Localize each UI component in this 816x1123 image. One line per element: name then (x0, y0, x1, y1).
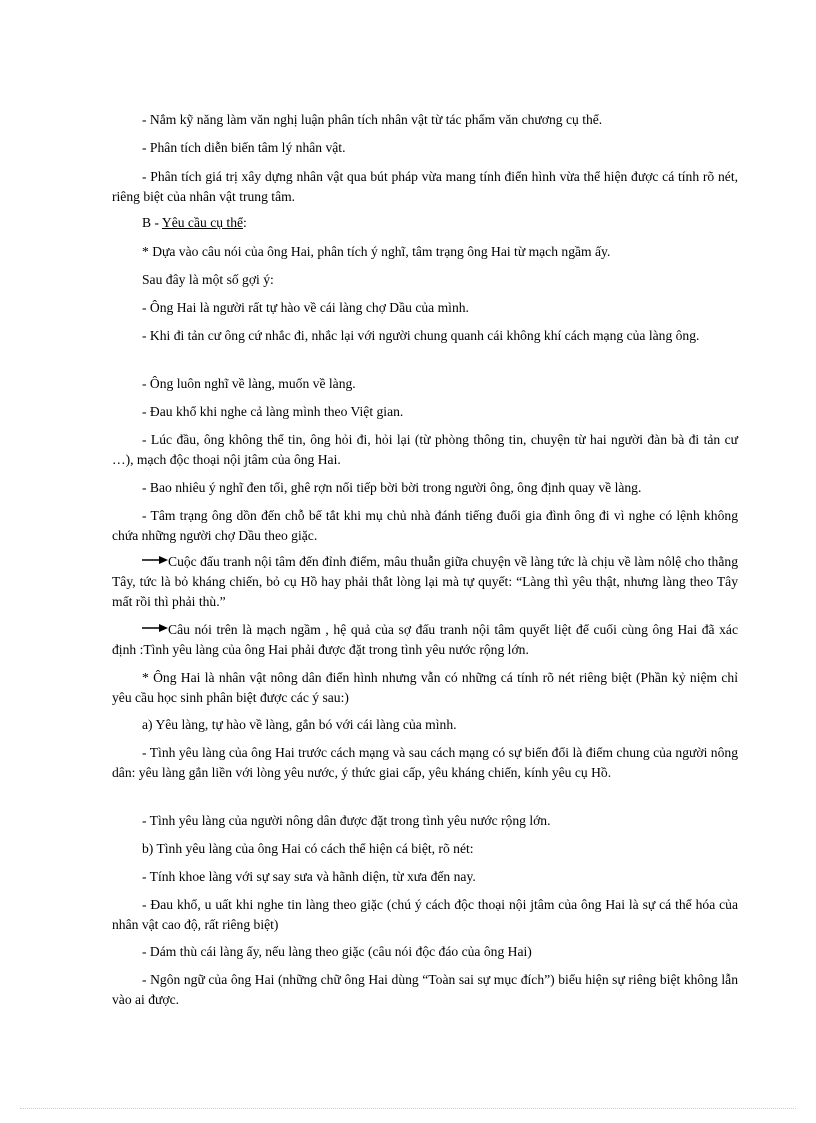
paragraph: - Ông Hai là người rất tự hào về cái làng chợ Dầu của mình. (142, 300, 469, 315)
right-arrow-icon (142, 555, 168, 565)
section-heading (112, 213, 738, 233)
paragraph: - Ông luôn nghĩ về làng, muốn về làng. (142, 376, 356, 391)
paragraph: - Ngôn ngữ của ông Hai (những chữ ông Hai dùng “Toàn sai sự mục đích”) biểu hiện sự riêng biệt không lẫn vào ai được. (112, 972, 738, 1007)
paragraph: * Ông Hai là nhân vật nông dân điển hình nhưng vẫn có những cá tính rõ nét riêng biệt (Phần kỷ niệm chỉ yêu cầu học sinh phân biệt được các ý sau:) (112, 670, 738, 705)
paragraph-text: Câu nói trên là mạch ngầm , hệ quả của sợ đấu tranh nội tâm quyết liệt để cuối cùng ông Hai đã xác định :Tình yêu làng của ông Hai phải được đặt trong tình yêu nước rộng lớn. (112, 622, 738, 657)
paragraph: - Lúc đầu, ông không thể tin, ông hỏi đi, hỏi lại (từ phòng thông tin, chuyện từ hai người đàn bà đi tản cư …), mạch độc thoại nội jtâm của ông Hai. (112, 432, 738, 467)
paragraph: * Dựa vào câu nói của ông Hai, phân tích ý nghĩ, tâm trạng ông Hai từ mạch ngầm ấy. (142, 244, 611, 259)
right-arrow-icon (142, 623, 168, 633)
paragraph: a) Yêu làng, tự hào về làng, gắn bó với cái làng của mình. (142, 717, 457, 732)
paragraph: - Bao nhiêu ý nghĩ đen tối, ghê rợn nối tiếp bời bời trong người ông, ông định quay về làng. (142, 480, 642, 495)
paragraph: - Nắm kỹ năng làm văn nghị luận phân tích nhân vật từ tác phẩm văn chương cụ thể. (142, 112, 603, 127)
page-bottom-divider (20, 1108, 796, 1109)
paragraph: - Tâm trạng ông dồn đến chỗ bế tắt khi mụ chủ nhà đánh tiếng đuổi gia đình ông đi vì nghe có lệnh không chứa những người chợ Dầu theo giặc. (112, 508, 738, 543)
paragraph: - Tình yêu làng của ông Hai trước cách mạng và sau cách mạng có sự biến đổi là điểm chung của người nông dân: yêu làng gắn liền với lòng yêu nước, ý thức giai cấp, yêu kháng chiến, kính yêu cụ Hồ. (112, 745, 738, 780)
paragraph: - Dám thù cái làng ấy, nếu làng theo giặc (câu nói độc đáo của ông Hai) (142, 944, 532, 959)
heading-underlined: Yêu cầu cụ thể (161, 215, 244, 230)
paragraph: - Phân tích diễn biến tâm lý nhân vật. (142, 140, 346, 155)
paragraph: Sau đây là một số gợi ý: (142, 272, 274, 287)
paragraph: - Tính khoe làng với sự say sưa và hãnh diện, từ xưa đến nay. (142, 869, 476, 884)
heading-suffix: : (243, 215, 247, 230)
paragraph-text: Cuộc đấu tranh nội tâm đến đỉnh điểm, mâu thuẫn giữa chuyện về làng tức là chịu về làm nôlệ cho thằng Tây, tức là bỏ kháng chiến, bỏ cụ Hồ hay phải thắt lòng lại mà tự quyết: “Làng thì yêu thật, nhưng làng theo Tây mất rồi thì phải thù.” (112, 554, 738, 609)
paragraph: - Phân tích giá trị xây dựng nhân vật qua bút pháp vừa mang tính điển hình vừa thể hiện được cá tính rõ nét, riêng biệt của nhân vật trung tâm. (112, 169, 738, 204)
conclusion-paragraph (112, 552, 738, 612)
paragraph: - Đau khổ, u uất khi nghe tin làng theo giặc (chú ý cách độc thoại nội jtâm của ông Hai là sự cá thể hóa của nhân vật cao độ, rất riêng biệt) (112, 897, 738, 932)
heading-prefix: B - (142, 215, 162, 230)
paragraph: b) Tình yêu làng của ông Hai có cách thể hiện cá biệt, rõ nét: (142, 841, 474, 856)
paragraph: - Tình yêu làng của người nông dân được đặt trong tình yêu nước rộng lớn. (142, 813, 551, 828)
paragraph: - Đau khổ khi nghe cả làng mình theo Việt gian. (142, 404, 404, 419)
conclusion-paragraph (112, 620, 738, 660)
paragraph: - Khi đi tản cư ông cứ nhắc đi, nhắc lại với người chung quanh cái không khí cách mạng của làng ông. (142, 328, 700, 343)
